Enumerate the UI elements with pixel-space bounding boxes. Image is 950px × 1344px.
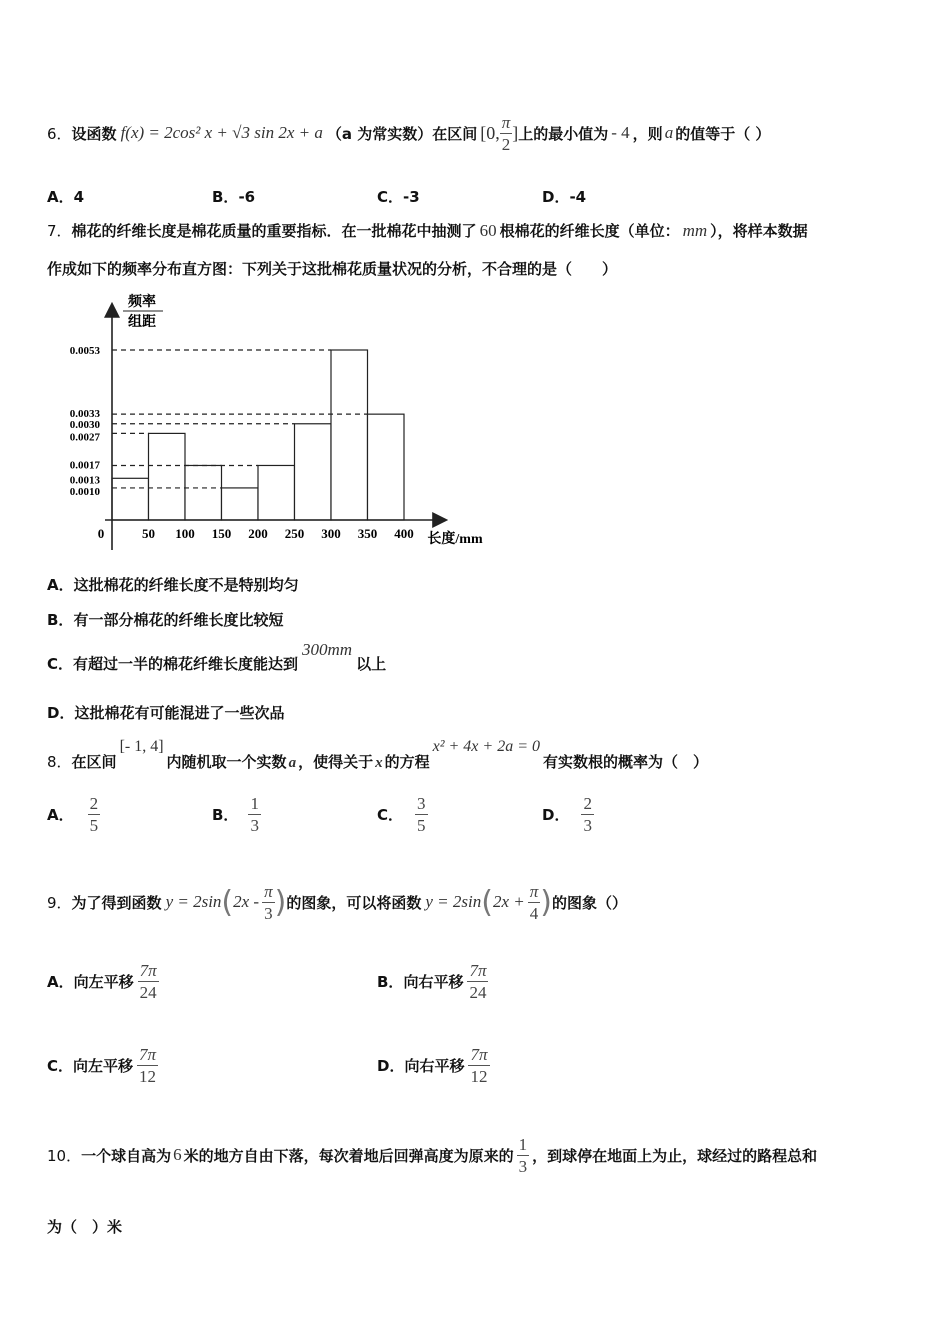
q9-f1-close-paren: ): [274, 884, 287, 920]
q8-option-d-num: 2: [583, 794, 592, 813]
q9-option-b-fraction: [467, 962, 488, 1001]
q9-option-c-num: 7π: [139, 1045, 157, 1064]
x-tick-label-7: 400: [394, 526, 414, 541]
q8-option-c-label: C．: [377, 806, 404, 824]
q7-option-a-text: 这批棉花的纤维长度不是特别均匀: [73, 576, 299, 594]
q6-suffix2: ，则: [632, 124, 663, 143]
histogram-bar-3: [222, 488, 259, 520]
q7-option-a[interactable]: [47, 574, 299, 595]
q9-number: 9．: [47, 893, 72, 912]
q8-equation: x² + 4x + 2a = 0: [432, 738, 540, 755]
q8-option-c[interactable]: [377, 795, 428, 834]
q7-sample-size: 60: [479, 221, 497, 240]
q10-text3: ，到球停在地面上为止，球经过的路程总和: [532, 1146, 818, 1165]
y-tick-label-4: 0.0017: [69, 459, 100, 472]
q9-f1-open-paren: (: [221, 884, 234, 920]
q8-number: 8．: [47, 753, 72, 771]
q7-stem-line2: 作成如下的频率分布直方图：下列关于这批棉花质量状况的分析，不合理的是（ ）: [47, 260, 618, 278]
q9-option-c-fraction: [137, 1046, 158, 1085]
q8-option-a-fraction: [88, 795, 101, 834]
q9-stem: [47, 876, 627, 928]
histogram-bar-6: [331, 350, 368, 520]
x-tick-label-1: 100: [175, 526, 195, 541]
q10-stem-line2: 为（ ）米: [47, 1218, 123, 1236]
q7-option-c-text: 有超过一半的棉花纤维长度能达到: [73, 655, 299, 673]
y-label-denominator: 组距: [128, 315, 156, 330]
q9-option-d-den: 12: [470, 1067, 488, 1086]
q8-option-b-fraction: [248, 795, 261, 834]
q6-option-c-text: -3: [403, 188, 420, 206]
histogram-bar-2: [185, 465, 222, 520]
q9-option-d-num: 7π: [470, 1045, 488, 1064]
q9-option-b-text: 向右平移: [403, 973, 464, 991]
q6-interval-den: 2: [501, 134, 511, 154]
y-tick-label-5: 0.0013: [69, 474, 100, 487]
q9-f1-head: y = 2sin: [165, 892, 222, 911]
q9-f2-num: π: [529, 881, 539, 901]
q9-option-b[interactable]: [377, 962, 488, 1001]
q9-f1-fraction: [262, 883, 275, 922]
y-tick-label-2: 0.0030: [69, 418, 100, 431]
x-tick-label-4: 250: [284, 526, 305, 541]
x-tick-label-0: 50: [142, 526, 155, 541]
q9-f1-num: π: [264, 881, 273, 901]
q9-middle: 的图象，可以将函数: [286, 893, 422, 912]
q6-option-c-label: C．: [377, 188, 404, 206]
q7-option-d-label: D．: [47, 704, 75, 722]
histogram-bar-1: [149, 433, 186, 520]
histogram-bar-4: [258, 465, 295, 520]
q9-option-a-text: 向左平移: [73, 973, 134, 991]
q7-number: 7．: [47, 222, 72, 240]
q10-text1: 一个球自高为: [81, 1146, 172, 1165]
q6-option-d-text: -4: [569, 188, 587, 206]
q9-option-c-text: 向左平移: [73, 1057, 134, 1075]
y-tick-label-6: 0.0010: [69, 485, 100, 498]
q9-f1-den: 3: [264, 903, 273, 923]
q8-prefix: 在区间: [71, 753, 117, 771]
q7-option-b-text: 有一部分棉花的纤维长度比较短: [73, 611, 284, 629]
q7-option-c[interactable]: [47, 640, 386, 674]
q9-prefix: 为了得到函数: [71, 893, 162, 912]
q9-option-c-label: C．: [47, 1057, 74, 1075]
q7-option-c-math: 300mm: [302, 640, 353, 659]
q9-option-a-den: 24: [139, 983, 157, 1002]
q9-f1-inner: 2x -: [233, 892, 260, 911]
q9-suffix: 的图象（）: [551, 893, 627, 912]
q6-number: 6．: [47, 124, 72, 143]
q9-f2-inner: 2x +: [492, 892, 525, 911]
q7-option-c-label: C．: [47, 655, 74, 673]
histogram-bar-0: [112, 478, 149, 520]
q6-stem: [47, 108, 770, 158]
q9-option-d-fraction: [468, 1046, 489, 1085]
q6-option-b-label: B．: [212, 188, 239, 206]
q9-option-b-num: 7π: [469, 961, 487, 980]
y-tick-label-0: 0.0053: [69, 345, 100, 357]
q8-middle1: 内随机取一个实数: [166, 753, 287, 771]
q9-f2-den: 4: [529, 903, 539, 923]
q8-option-b-label: B．: [212, 806, 239, 824]
q7-line1c: ），将样本数据: [710, 222, 808, 240]
q8-option-d-den: 3: [583, 816, 592, 835]
q8-option-c-den: 5: [417, 816, 426, 835]
q9-f2-open-paren: (: [481, 884, 493, 920]
x-tick-label-6: 350: [357, 526, 378, 541]
q6-option-d-label: D．: [542, 188, 570, 206]
q6-interval-right: ]: [512, 122, 519, 143]
q7-unit: mm: [682, 221, 708, 240]
q7-histogram: [55, 290, 495, 555]
q6-suffix3: 的值等于（ ）: [675, 124, 771, 143]
q6-option-a-label: A．: [47, 188, 74, 206]
q9-option-a[interactable]: [47, 962, 159, 1001]
q8-interval: [- 1, 4]: [119, 738, 164, 755]
q10-height: 6: [173, 1145, 182, 1164]
x-tick-label-5: 300: [321, 526, 341, 541]
q6-suffix1: 上的最小值为: [518, 124, 609, 143]
q6-option-b[interactable]: [212, 186, 255, 207]
q6-function: f(x) = 2cos² x + √3 sin 2x + a: [120, 123, 323, 142]
q6-min-value: - 4: [611, 123, 630, 142]
q10-frac-den: 3: [518, 1156, 528, 1176]
q9-option-c[interactable]: [47, 1046, 158, 1085]
q8-option-c-num: 3: [417, 794, 426, 813]
y-label-numerator: 频率: [128, 295, 156, 310]
q7-option-d-text: 这批棉花有可能混进了一些次品: [74, 704, 285, 722]
q8-option-a-label: A．: [47, 806, 74, 824]
q9-option-d-label: D．: [377, 1057, 405, 1075]
q7-option-c-after: 以上: [356, 655, 387, 673]
q9-f2-fraction: [528, 883, 541, 922]
y-tick-label-1: 0.0033: [69, 408, 100, 421]
q7-option-b[interactable]: [47, 609, 283, 630]
q8-option-a[interactable]: [47, 795, 100, 834]
q7-line1b: 根棉花的纤维长度（单位：: [499, 222, 680, 240]
q6-interval-pi: π: [501, 112, 511, 132]
q6-option-c[interactable]: [377, 186, 420, 207]
x-axis-label: 长度/mm: [427, 532, 483, 547]
q8-option-a-den: 5: [89, 816, 99, 835]
q10-frac-num: 1: [518, 1134, 528, 1154]
q8-middle3: 的方程: [384, 753, 430, 771]
q9-option-b-label: B．: [377, 973, 404, 991]
q9-f2-close-paren: ): [540, 884, 552, 920]
q10-fraction: [517, 1136, 530, 1175]
histogram-bar-5: [295, 424, 332, 520]
q8-option-a-num: 2: [89, 794, 99, 813]
q6-interval-left: [0,: [480, 122, 500, 143]
q7-option-d[interactable]: [47, 702, 284, 723]
q9-option-b-den: 24: [469, 983, 487, 1002]
q6-param-note: （a 为常实数）在区间: [326, 124, 478, 143]
origin-label: 0: [97, 526, 105, 541]
q6-var-a: a: [664, 123, 674, 142]
q8-option-d-fraction: [581, 795, 594, 834]
q8-var-a: a: [288, 755, 297, 771]
q7-stem-line1: [47, 220, 808, 241]
q8-option-b-den: 3: [250, 816, 259, 835]
q8-option-d[interactable]: [542, 795, 594, 834]
histogram-bar-7: [368, 414, 405, 520]
q8-option-c-fraction: [415, 795, 428, 834]
q8-middle2: ，使得关于: [298, 753, 374, 771]
q10-text2: 米的地方自由下落，每次着地后回弹高度为原来的: [183, 1146, 514, 1165]
q7-option-a-label: A．: [47, 576, 74, 594]
q7-option-b-label: B．: [47, 611, 74, 629]
q6-prefix: 设函数: [71, 124, 117, 143]
q8-stem: [47, 732, 708, 772]
q9-option-d[interactable]: [377, 1046, 490, 1085]
q9-option-c-den: 12: [139, 1067, 157, 1086]
q6-option-a-text: 4: [73, 188, 85, 206]
q8-var-x: x: [375, 755, 383, 771]
q8-option-d-label: D．: [542, 806, 570, 824]
q10-number: 10．: [47, 1146, 82, 1165]
q9-option-a-label: A．: [47, 973, 74, 991]
x-tick-label-3: 200: [248, 526, 268, 541]
q6-option-b-text: -6: [238, 188, 256, 206]
q8-option-b[interactable]: [212, 795, 261, 834]
q10-stem-line1: [47, 1128, 817, 1182]
q9-option-a-fraction: [138, 962, 159, 1001]
q6-option-a[interactable]: [47, 186, 84, 207]
q8-option-b-num: 1: [250, 794, 259, 813]
q6-option-d[interactable]: [542, 186, 586, 207]
q9-option-d-text: 向右平移: [404, 1057, 465, 1075]
q7-line1a: 棉花的纤维长度是棉花质量的重要指标．在一批棉花中抽测了: [71, 222, 477, 240]
q6-interval-fraction: [500, 114, 513, 153]
q9-option-a-num: 7π: [139, 961, 157, 980]
x-tick-label-2: 150: [211, 526, 232, 541]
q8-suffix: 有实数根的概率为（ ）: [542, 753, 708, 771]
q9-f2-head: y = 2sin: [425, 892, 482, 911]
y-tick-label-3: 0.0027: [69, 431, 100, 444]
